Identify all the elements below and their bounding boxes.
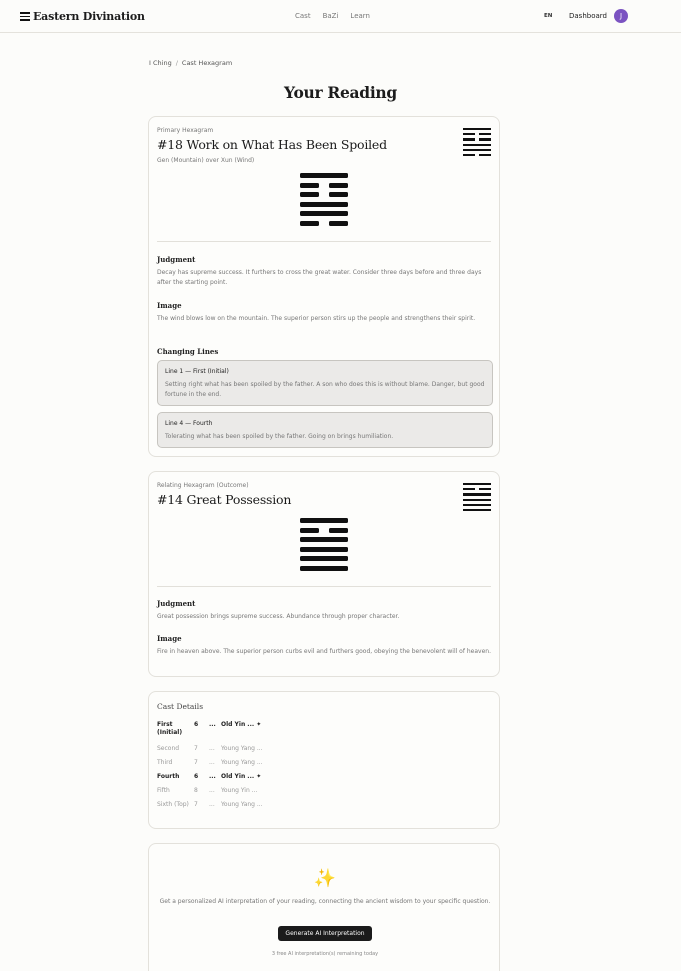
yang-line [300, 547, 348, 552]
cast-dots: ... [209, 787, 215, 794]
breadcrumb-cast-hexagram: Cast Hexagram [181, 59, 233, 67]
cast-dots: ... [209, 745, 215, 752]
changing-line-text: Tolerating what has been spoiled by the father. Going on brings humiliation. [165, 433, 394, 440]
ai-remaining-note: 3 free AI interpretation(s) remaining today [271, 951, 379, 957]
yang-line [300, 202, 348, 207]
cast-value: 6 [194, 773, 199, 780]
cast-line-type: Old Yin ... ✦ [221, 721, 262, 728]
relating-judgment-heading: Judgment [157, 599, 196, 608]
yang-line [463, 504, 491, 506]
yang-line [463, 149, 491, 151]
menu-icon [20, 12, 30, 21]
cast-value: 7 [194, 745, 198, 752]
primary-judgment-heading: Judgment [157, 255, 196, 264]
changing-line-title: Line 4 — Fourth [165, 420, 213, 427]
breadcrumb-separator: / [175, 59, 178, 67]
ai-interpretation-card [148, 843, 500, 971]
cast-dots: ... [209, 773, 216, 780]
relating-hexagram-card [148, 471, 500, 677]
cast-line-type: Young Yang ... [221, 801, 263, 808]
cast-line-type: Old Yin ... ✦ [221, 773, 262, 780]
primary-hexagram-card [148, 116, 500, 457]
relating-hexagram-mini-icon [463, 483, 491, 511]
main-nav [295, 12, 370, 20]
yang-line [300, 556, 348, 561]
changing-lines-heading: Changing Lines [157, 347, 219, 356]
relating-judgment-text: Great possession brings supreme success. Abundance through proper character. [157, 613, 400, 620]
breadcrumb [149, 59, 232, 67]
ai-description: Get a personalized AI interpretation of your reading, connecting the ancient wisdom to your specific question. [159, 898, 491, 905]
yin-line [300, 221, 348, 226]
changing-line-text: Setting right what has been spoiled by the father. A son who does this is without blame. Danger, but good fortune in the end. [165, 381, 485, 398]
divider [157, 586, 491, 587]
primary-trigrams: Gen (Mountain) over Xun (Wind) [157, 157, 255, 164]
nav-bazi[interactable]: BaZi [322, 12, 339, 20]
changing-line-card [157, 360, 493, 406]
cast-row [157, 721, 457, 737]
yin-line [463, 154, 491, 156]
brand-name: Eastern Divination [33, 10, 145, 23]
changing-line-title: Line 1 — First (Initial) [165, 368, 229, 375]
cast-position: First (Initial) [157, 721, 183, 736]
cast-value: 7 [194, 801, 198, 808]
breadcrumb-i-ching[interactable]: I Ching [149, 59, 172, 67]
yin-line [463, 133, 491, 135]
yang-line [300, 173, 348, 178]
language-switch[interactable]: EN [544, 13, 553, 19]
avatar[interactable]: J [614, 9, 628, 23]
nav-learn[interactable]: Learn [350, 12, 370, 20]
cast-position: Fifth [157, 787, 170, 794]
cast-dots: ... [209, 759, 215, 766]
cast-position: Sixth (Top) [157, 801, 189, 808]
yin-line [300, 192, 348, 197]
cast-value: 8 [194, 787, 198, 794]
cast-position: Second [157, 745, 180, 752]
cast-line-type: Young Yang ... [221, 759, 263, 766]
relating-hexagram-label: Relating Hexagram (Outcome) [157, 482, 249, 489]
divider [157, 241, 491, 242]
cast-value: 7 [194, 759, 198, 766]
changing-line-card [157, 412, 493, 448]
cast-line-type: Young Yang ... [221, 745, 263, 752]
yang-line [463, 483, 491, 485]
yin-line [300, 183, 348, 188]
relating-image-text: Fire in heaven above. The superior person curbs evil and furthers good, obeying the benevolent will of heaven. [157, 648, 491, 655]
relating-hexagram-name: #14 Great Possession [157, 492, 292, 507]
sparkles-icon: ✨ [313, 868, 337, 889]
yin-line [300, 528, 348, 533]
yin-line [463, 488, 491, 490]
yang-line [300, 537, 348, 542]
yin-line [463, 138, 491, 140]
primary-image-heading: Image [157, 301, 182, 310]
page-title: Your Reading [284, 83, 397, 102]
top-navbar [0, 0, 681, 33]
cast-details-title: Cast Details [157, 702, 204, 711]
yang-line [300, 566, 348, 571]
primary-hexagram-figure [300, 173, 348, 226]
cast-position: Third [157, 759, 173, 766]
yang-line [463, 509, 491, 511]
cast-dots: ... [209, 801, 215, 808]
cast-row [157, 801, 457, 817]
cast-line-type: Young Yin ... [221, 787, 258, 794]
cast-value: 6 [194, 721, 199, 728]
relating-image-heading: Image [157, 634, 182, 643]
brand-logo[interactable] [20, 10, 145, 23]
yang-line [463, 144, 491, 146]
yang-line [300, 211, 348, 216]
relating-hexagram-figure [300, 518, 348, 571]
primary-image-text: The wind blows low on the mountain. The superior person stirs up the people and strengthens their spirit. [157, 315, 476, 322]
primary-judgment-text: Decay has supreme success. It furthers to cross the great water. Consider three days before and three days after the starting point. [157, 269, 482, 286]
dashboard-link[interactable]: Dashboard [569, 12, 607, 20]
yang-line [463, 499, 491, 501]
yang-line [300, 518, 348, 523]
cast-position: Fourth [157, 773, 180, 780]
primary-hexagram-label: Primary Hexagram [157, 127, 214, 134]
cast-details-card [148, 691, 500, 829]
cast-dots: ... [209, 721, 216, 728]
primary-hexagram-mini-icon [463, 128, 491, 156]
nav-cast[interactable]: Cast [295, 12, 311, 20]
yang-line [463, 493, 491, 495]
generate-ai-interpretation-button[interactable]: Generate AI Interpretation [278, 926, 372, 941]
yang-line [463, 128, 491, 130]
primary-hexagram-name: #18 Work on What Has Been Spoiled [157, 137, 387, 152]
